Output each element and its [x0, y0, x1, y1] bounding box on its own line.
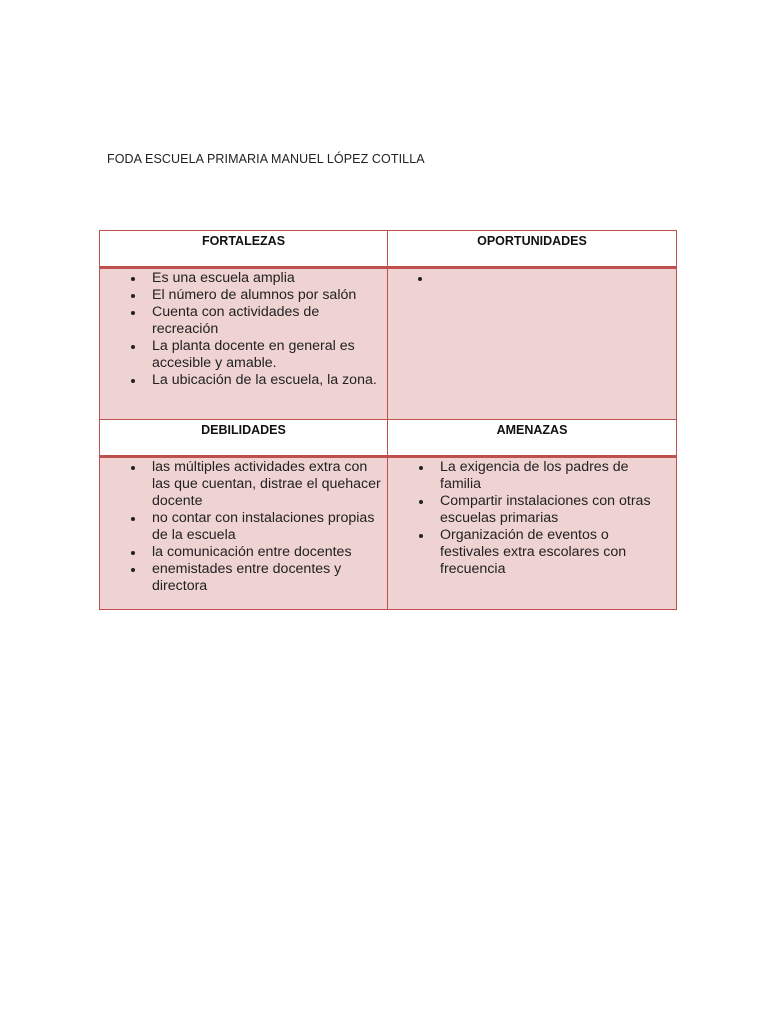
fortalezas-header — [100, 231, 388, 268]
fortalezas-header-label: FORTALEZAS — [201, 234, 286, 248]
foda-table — [99, 230, 677, 610]
debilidades-header-label: DEBILIDADES — [201, 423, 286, 437]
debilidades-header — [100, 420, 388, 457]
amenazas-cell — [388, 457, 677, 610]
debilidades-cell — [100, 457, 388, 610]
oportunidades-empty-bullet — [388, 269, 676, 286]
amenazas-item: Compartir instalaciones con otras escuelas primarias — [440, 493, 670, 527]
debilidades-item: las múltiples actividades extra con las que cuentan, distrae el quehacer docente — [152, 459, 381, 509]
amenazas-item: Organización de eventos o festivales extra escolares con frecuencia — [440, 527, 670, 578]
fortalezas-item: Cuenta con actividades de recreación — [152, 304, 381, 338]
amenazas-header — [388, 420, 677, 457]
content-row-bottom — [100, 457, 677, 610]
header-row-bottom — [100, 420, 677, 457]
debilidades-item: la comunicación entre docentes — [152, 544, 381, 561]
fortalezas-item: La planta docente en general es accesible y amable. — [152, 338, 381, 372]
content-row-top — [100, 268, 677, 420]
oportunidades-header — [388, 231, 677, 268]
debilidades-item: no contar con instalaciones propias de la escuela — [152, 510, 381, 544]
amenazas-header-label: AMENAZAS — [496, 423, 568, 437]
fortalezas-list — [100, 269, 387, 389]
debilidades-item: enemistades entre docentes y directora — [152, 561, 381, 595]
oportunidades-cell — [388, 268, 677, 420]
amenazas-list — [388, 458, 676, 578]
fortalezas-item: La ubicación de la escuela, la zona. — [152, 372, 381, 389]
oportunidades-header-label: OPORTUNIDADES — [477, 234, 587, 248]
fortalezas-item: Es una escuela amplia — [152, 270, 381, 287]
header-row-top — [100, 231, 677, 268]
fortalezas-item: El número de alumnos por salón — [152, 287, 381, 304]
debilidades-list — [100, 458, 387, 595]
amenazas-item: La exigencia de los padres de familia — [440, 459, 670, 493]
fortalezas-cell — [100, 268, 388, 420]
document-title: FODA ESCUELA PRIMARIA MANUEL LÓPEZ COTILLA — [107, 152, 425, 166]
